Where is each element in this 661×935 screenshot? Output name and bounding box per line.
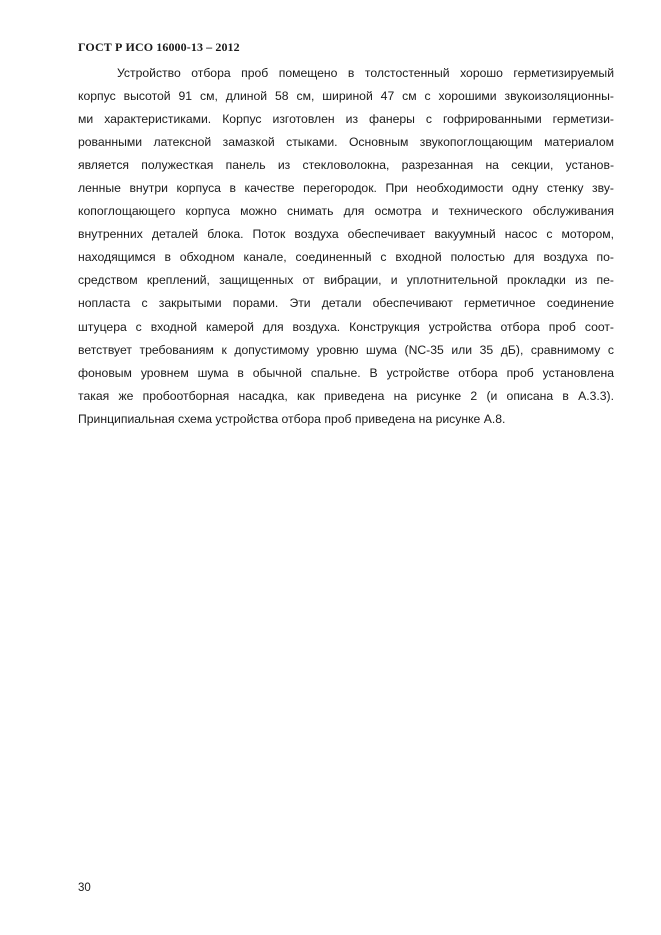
page-number: 30 xyxy=(78,882,91,894)
text-line: копоглощающего корпуса можно снимать для осмотра и технического обслуживания xyxy=(78,204,614,219)
text-line: ми характеристиками. Корпус изготовлен из фанеры с гофрированными герметизи- xyxy=(78,112,614,127)
text-line: находящимся в обходном канале, соединенный с входной полостью для воздуха по- xyxy=(78,250,614,265)
text-line: является полужесткая панель из стекловолокна, разрезанная на секции, установ- xyxy=(78,158,614,173)
text-line: рованными латексной замазкой стыками. Основным звукопоглощающим материалом xyxy=(78,135,614,150)
text-line: Принципиальная схема устройства отбора проб приведена на рисунке А.8. xyxy=(78,411,506,426)
text-line: внутренних деталей блока. Поток воздуха обеспечивает вакуумный насос с мотором, xyxy=(78,227,614,242)
text-line: Устройство отбора проб помещено в толстостенный хорошо герметизируемый xyxy=(117,66,614,80)
body-paragraph xyxy=(78,62,614,431)
document-header: ГОСТ Р ИСО 16000-13 – 2012 xyxy=(78,40,240,54)
text-line: корпус высотой 91 см, длиной 58 см, шириной 47 см с хорошими звукоизоляционны- xyxy=(78,89,614,104)
text-line: такая же пробоотборная насадка, как приведена на рисунке 2 (и описана в А.3.3). xyxy=(78,388,614,403)
text-line: фоновым уровнем шума в обычной спальне. В устройстве отбора проб установлена xyxy=(78,365,614,380)
text-line: штуцера с входной камерой для воздуха. Конструкция устройства отбора проб соот- xyxy=(78,319,614,334)
text-line: средством креплений, защищенных от вибрации, и уплотнительной прокладки из пе- xyxy=(78,273,614,288)
text-line: ветствует требованиям к допустимому уровню шума (NC-35 или 35 дБ), сравнимому с xyxy=(78,342,614,357)
text-line: нопласта с закрытыми порами. Эти детали обеспечивают герметичное соединение xyxy=(78,296,614,311)
text-line: ленные внутри корпуса в качестве перегородок. При необходимости одну стенку зву- xyxy=(78,181,614,196)
